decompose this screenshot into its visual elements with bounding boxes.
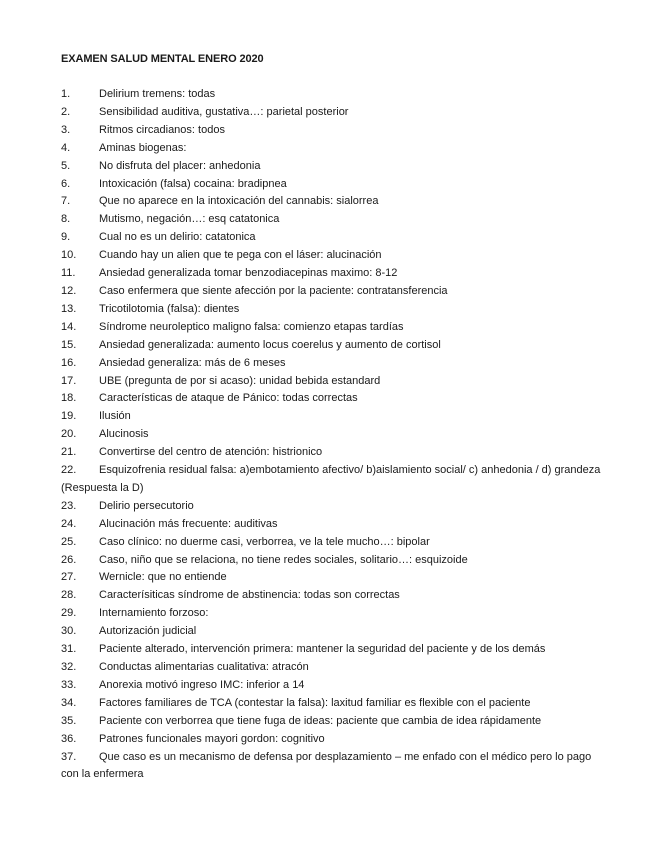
- item-text: No disfruta del placer: anhedonia: [99, 159, 261, 172]
- item-text: Conductas alimentarias cualitativa: atracón: [99, 661, 309, 673]
- item-number: 30.: [61, 625, 77, 638]
- item-number: 35.: [61, 714, 77, 727]
- list-item: [61, 677, 601, 695]
- list-item: [61, 408, 601, 426]
- list-item: [61, 355, 601, 373]
- item-number: 21.: [61, 446, 77, 459]
- item-number: 2.: [61, 105, 71, 118]
- item-text: Que caso es un mecanismo de defensa por desplazamiento – me enfado con el médico pero lo pago con la enfermera: [61, 750, 592, 781]
- item-number: 5.: [61, 159, 71, 172]
- item-text: Convertirse del centro de atención: histrionico: [99, 446, 323, 459]
- list-item: [61, 623, 601, 641]
- item-number: 17.: [61, 374, 77, 387]
- list-item: [61, 390, 601, 408]
- item-number: 15.: [61, 338, 77, 351]
- question-list: [61, 86, 601, 784]
- list-item: [61, 86, 601, 104]
- item-number: 1.: [61, 88, 71, 100]
- item-text: Ansiedad generaliza: más de 6 meses: [99, 356, 286, 369]
- list-item: [61, 158, 601, 176]
- item-text: Cual no es un delirio: catatonica: [99, 231, 256, 244]
- item-number: 33.: [61, 678, 77, 691]
- item-number: 7.: [61, 195, 71, 208]
- item-text: Síndrome neuroleptico maligno falsa: comienzo etapas tardías: [99, 320, 404, 333]
- list-item: [61, 176, 601, 194]
- list-item: [61, 516, 601, 534]
- item-text: Mutismo, negación…: esq catatonica: [99, 213, 280, 226]
- list-item: [61, 498, 601, 516]
- item-number: 12.: [61, 284, 77, 297]
- item-number: 28.: [61, 589, 77, 602]
- item-text: Caso clínico: no duerme casi, verborrea, ve la tele mucho…: bipolar: [99, 535, 430, 548]
- list-item: [61, 104, 601, 122]
- item-text: Que no aparece en la intoxicación del cannabis: sialorrea: [99, 195, 379, 208]
- item-number: 9.: [61, 231, 71, 244]
- item-number: 3.: [61, 123, 71, 136]
- item-text: Wernicle: que no entiende: [99, 571, 227, 584]
- item-number: 29.: [61, 607, 77, 620]
- list-item: [61, 301, 601, 319]
- list-item: [61, 534, 601, 552]
- item-number: 14.: [61, 320, 77, 333]
- item-number: 16.: [61, 356, 77, 369]
- document-title: EXAMEN SALUD MENTAL ENERO 2020: [61, 53, 264, 65]
- list-item: [61, 659, 601, 677]
- item-text: Paciente con verborrea que tiene fuga de ideas: paciente que cambia de idea rápidamente: [99, 714, 542, 727]
- item-text: Alucinación más frecuente: auditivas: [99, 517, 278, 530]
- item-text: Factores familiares de TCA (contestar la falsa): laxitud familiar es flexible con el paciente: [99, 696, 531, 709]
- item-number: 20.: [61, 428, 77, 441]
- item-number: 6.: [61, 177, 71, 190]
- item-number: 27.: [61, 571, 77, 584]
- list-item: [61, 713, 601, 731]
- item-text: Delirio persecutorio: [99, 499, 194, 512]
- item-text: Delirium tremens: todas: [99, 88, 216, 100]
- item-number: 32.: [61, 661, 77, 673]
- item-number: 8.: [61, 213, 71, 226]
- item-text: Sensibilidad auditiva, gustativa…: parietal posterior: [99, 105, 349, 118]
- list-item: [61, 552, 601, 570]
- list-item: [61, 695, 601, 713]
- item-text: Caso, niño que se relaciona, no tiene redes sociales, solitario…: esquizoide: [99, 553, 468, 566]
- item-text: Ansiedad generalizada: aumento locus coerelus y aumento de cortisol: [99, 338, 441, 351]
- item-number: 4.: [61, 141, 71, 154]
- item-text: Caracterísiticas síndrome de abstinencia: todas son correctas: [99, 589, 400, 602]
- item-number: 31.: [61, 643, 77, 656]
- list-item: [61, 426, 601, 444]
- item-text: Autorización judicial: [99, 625, 197, 638]
- list-item: [61, 641, 601, 659]
- item-number: 10.: [61, 249, 77, 262]
- item-text: Anorexia motivó ingreso IMC: inferior a 14: [99, 678, 305, 691]
- item-text: Intoxicación (falsa) cocaina: bradipnea: [99, 177, 287, 190]
- item-number: 18.: [61, 392, 77, 405]
- item-text: Internamiento forzoso:: [99, 607, 209, 620]
- list-item: [61, 283, 601, 301]
- item-number: 24.: [61, 517, 77, 530]
- list-item: [61, 211, 601, 229]
- item-number: 13.: [61, 302, 77, 315]
- item-text: Ansiedad generalizada tomar benzodiacepinas maximo: 8-12: [99, 267, 398, 280]
- item-text: Ritmos circadianos: todos: [99, 123, 225, 136]
- list-item: [61, 749, 601, 785]
- item-number: 34.: [61, 696, 77, 709]
- item-number: 36.: [61, 732, 77, 745]
- item-number: 37.: [61, 750, 77, 763]
- item-number: 11.: [61, 267, 76, 280]
- item-number: 19.: [61, 410, 77, 423]
- list-item: [61, 265, 601, 283]
- list-item: [61, 122, 601, 140]
- item-text: Patrones funcionales mayori gordon: cognitivo: [99, 732, 325, 745]
- list-item: [61, 587, 601, 605]
- list-item: [61, 731, 601, 749]
- list-item: [61, 605, 601, 623]
- item-text: Ilusión: [99, 410, 131, 423]
- item-text: Alucinosis: [99, 428, 149, 441]
- list-item: [61, 193, 601, 211]
- list-item: [61, 140, 601, 158]
- item-text: Tricotilotomia (falsa): dientes: [99, 302, 240, 315]
- item-number: 22.: [61, 464, 77, 477]
- item-number: 25.: [61, 535, 77, 548]
- list-item: [61, 319, 601, 337]
- item-text: Aminas biogenas:: [99, 141, 187, 154]
- item-number: 26.: [61, 553, 77, 566]
- item-text: UBE (pregunta de por si acaso): unidad bebida estandard: [99, 374, 381, 387]
- list-item: [61, 373, 601, 391]
- list-item: [61, 569, 601, 587]
- list-item: [61, 337, 601, 355]
- item-number: 23.: [61, 499, 77, 512]
- list-item: [61, 229, 601, 247]
- list-item: [61, 247, 601, 265]
- item-text: Esquizofrenia residual falsa: a)embotamiento afectivo/ b)aislamiento social/ c) anhedonia / d) grandeza (Respuesta la D): [61, 464, 601, 494]
- item-text: Caso enfermera que siente afección por la paciente: contratansferencia: [99, 284, 448, 297]
- list-item: [61, 444, 601, 462]
- item-text: Características de ataque de Pánico: todas correctas: [99, 392, 358, 405]
- item-text: Paciente alterado, intervención primera: mantener la seguridad del paciente y de los demás: [99, 643, 546, 656]
- item-text: Cuando hay un alien que te pega con el láser: alucinación: [99, 249, 382, 262]
- list-item: [61, 462, 601, 498]
